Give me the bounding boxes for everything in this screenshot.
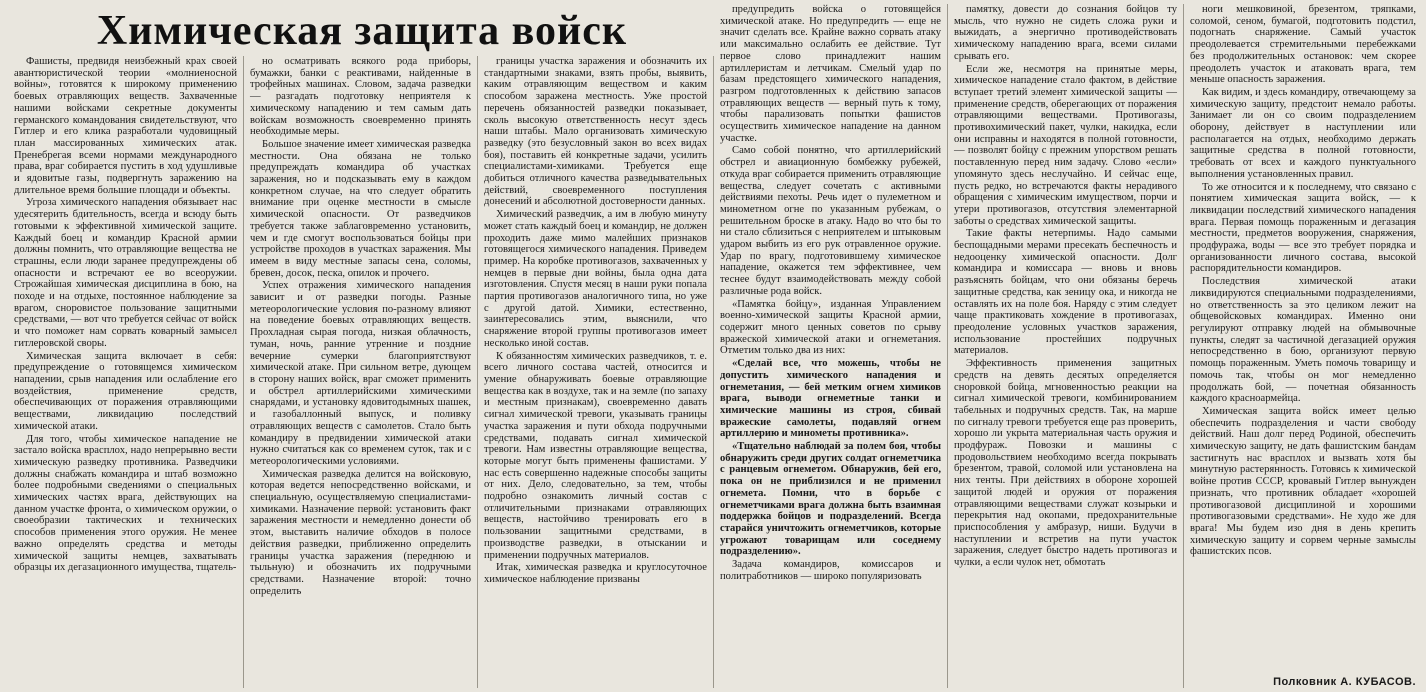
article-paragraph: границы участка заражения и обозначить их стандартными знаками, взять пробы, выявить, каким отравляющим веществом и каким способом заражена местность. Уже простой перечень обязанностей разведки показывает, сколь высокую ответственность несут здесь наши штабы. Мало организовать химическую разведку (это безусловный закон во всех видах боя), поставить ей конкретные задачи, усилить специалистами-химиками. Требуется еще добиться отличного качества разведывательных действий, своевременного поступления донесений и абсолютной достоверности данных.	[484, 56, 707, 208]
article-column-5	[948, 4, 1184, 688]
article-paragraph: Большое значение имеет химическая разведка местности. Она обязана не только предупреждать командира об участках заражения, но и подсказывать ему в каждом конкретном случае, на что следует обратить внимание при оценке местности в смысле химической опасности. От разведчиков требуется также заблаговременно установить, чем и где смогут воспользоваться бойцы при устройстве проходов в участках заражения. Мы имеем в виду местные запасы сена, соломы, бревен, досок, песка, опилок и прочего.	[250, 138, 471, 279]
article-paragraph: Для того, чтобы химическое нападение не застало войска врасплох, надо непрерывно вести химическую разведку противника. Разведчики должны снабжать командира и штаб возможно более подробными сведениями о специальных химических частях врага, действующих на данном участке фронта, о химическом оружии, о своеобразии тактических и технических способов применения этого оружия. Не менее важно определять средства и методы химической защиты немцев, захватывать образцы их дегазационного имущества, тщатель-	[14, 433, 237, 574]
article-paragraph: «Тщательно наблюдай за полем боя, чтобы обнаружить среди других солдат огнеметчика с ранцевым огнеметом. Обнаружив, бей его, пока он не приблизился и не применил огнемета. Помни, что в борьбе с огнеметчиками врага должна быть взаимная поддержка бойцов и подразделений. Всегда старайся уничтожить огнеметчиков, которые угрожают товарищам или соседнему подразделению».	[720, 441, 941, 558]
author-signature: Полковник А. КУБАСОВ.	[1265, 676, 1416, 688]
article-column-6	[1184, 4, 1422, 688]
article-paragraph: Химический разведчик, а им в любую минуту может стать каждый боец и командир, не должен проходить даже мимо малейших признаков готовящегося химического нападения. Приведем пример. На коробке противогазов, захваченных у немцев в первые дни войны, была одна дата изготовления. Спустя месяц в наши руки попала партия противогазов аналогичного типа, но уже с другой датой. Химики, естественно, заинтересовались этим, выяснили, что снаряжение второй группы противогазов имеет несколько иной состав.	[484, 209, 707, 349]
article-column-4	[714, 4, 948, 688]
article-paragraph: Итак, химическая разведка и круглосуточное химическое наблюдение призваны	[484, 562, 707, 585]
article-paragraph: Химическая защита войск имеет целью обеспечить подразделения и части свободу действий. Наш долг перед Родиной, обеспечить химическую защиту, не дать фашистским бандам застигнуть нас врасплох и вызвать хотя бы минутную растерянность. Готовясь к химической войне против СССР, кровавый Гитлер вынужден признать, что противник обладает «хорошей противогазовой дисциплиной и хорошими противогазовыми средствами». Не худо же для врага! Мы будем изо дня в день крепить химическую защиту и сорвем черные замыслы фашистских псов.	[1190, 405, 1416, 558]
article-title: Химическая защита войск	[96, 8, 628, 54]
article-paragraph: «Памятка бойцу», изданная Управлением военно-химической защиты Красной армии, содержит много ценных советов по срыву вражеской химической атаки и огнеметания. Отметим только два из них:	[720, 298, 941, 357]
article-paragraph: Такие факты нетерпимы. Надо самыми беспощадными мерами пресекать беспечность и недооценку химической опасности. Долг командира и комиссара — вновь и вновь разъяснять бойцам, что они обязаны беречь защитные средства, как зеницу ока, и никогда не оставлять их на поле боя. Наряду с этим следует чаще практиковать хождение в противогазах, преодоление условных участков заражения, использование простейших подручных материалов.	[954, 228, 1177, 357]
article-paragraph: К обязанностям химических разведчиков, т. е. всего личного состава частей, относится и умение обнаруживать боевые отравляющие вещества как в воздухе, так и на земле (по запаху и местным признакам), своевременно давать сигнал химической тревоги, указывать границы участка заражения и пути обхода подручными средствами, подавать сигнал химической тревоги. Нам известны отравляющие вещества, которые могут быть применены фашистами. У нас есть совершенно надежные способы защиты от них. Дело, следовательно, за тем, чтобы подробно ознакомить личный состав с отличительными признаками отравляющих веществ, настойчиво тренировать его в пользовании защитными средствами, в производстве разведки, в отыскании и применении подручных материалов.	[484, 350, 707, 561]
article-paragraph: То же относится и к последнему, что связано с понятием химическая защита войск, — к ликвидации последствий химического нападения врага. Первая помощь пораженным и дегазация местности, предметов вооружения, снаряжения, продфуража, воды — все это требует порядка и организованности личного состава, высокой распорядительности командиров.	[1190, 181, 1416, 275]
article-paragraph: Эффективность применения защитных средств на девять десятых определяется сноровкой бойца, мгновенностью реакции на сигнал химической тревоги, комбинированием табельных и подручных средств. Так, на марше по сигналу тревоги требуется еще раз проверить, хорошо ли укрыта материальная часть оружия и продфураж. Повозки и машины с продовольствием необходимо всегда покрывать брезентом, травой, соломой или установлена на них тенты. При действиях в обороне хорошей защитой людей и оружия от поражения отравляющими веществами служат козырьки и перекрытия над окопами, предохранительные приспособления у амбразур, ниши. Будучи в наступлении и встретив на пути участок заражения, следует быстро надеть противогаз и чулки, а если чулок нет, обмотать	[954, 358, 1177, 569]
article-paragraph: Химическая разведка делится на войсковую, которая ведется непосредственно войсками, и специальную, осуществляемую специалистами-химиками. Назначение первой: установить факт заражения местности и немедленно донести об этом, выставить наличие обходов в полосе действия разведки, приближенно определить границы участка заражения (переднюю и тыльную) и обозначить их подручными средствами. Назначение второй: точно определить	[250, 468, 471, 597]
article-paragraph: Задача командиров, комиссаров и политработников — широко популяризовать	[720, 559, 941, 582]
article-paragraph: Химическая защита включает в себя: предупреждение о готовящемся химическом нападении, срыв нападения или ослабление его воздействия, применение средств, обеспечивающих от поражения отравляющими веществами, ликвидацию последствий химической атаки.	[14, 350, 237, 432]
article-paragraph: Успех отражения химического нападения зависит и от разведки погоды. Разные метеорологические условия по-разному влияют на поведение боевых отравляющих веществ. Прохладная сырая погода, низкая облачность, туман, ночь, ранние утренние и поздние вечерние сумерки благоприятствуют химической атаке. При сильном ветре, дующем в сторону наших войск, враг сможет применить и обстрел артиллерийскими химическими снарядами, и установку ядовитодымных шашек, и газобаллонный выпуск, и поливку отравляющих веществ с самолетов. Стало быть командиру в предвидении химической атаки нужно считаться как со временем суток, так и с метеорологическими условиями.	[250, 280, 471, 467]
article-column-3	[478, 56, 714, 688]
article-paragraph: Как видим, и здесь командиру, отвечающему за химическую защиту, предстоит немало работы. Занимает ли он со своим подразделением оборону, действует в наступлении или располагается на отдых, необходимо держать защитные средства в полной готовности, требовать от всех и каждого пунктуального выполнения установленных правил.	[1190, 86, 1416, 180]
article-paragraph: но осматривать всякого рода приборы, бумажки, банки с реактивами, найденные в трофейных машинах. Словом, задача разведки — разгадать подготовку неприятеля к химическому нападению и тем самым дать войскам возможность своевременно принять необходимые меры.	[250, 56, 471, 138]
article-paragraph: Само собой понятно, что артиллерийский обстрел и авиационную бомбежку рубежей, откуда враг собирается применить отравляющие вещества, следует сочетать с активными действиями пехоты. Речь идет о пулеметном и минометном огне по указанным рубежам, о решительном броске в атаку. Надо во что бы то ни стало сблизиться с неприятелем и штыковым ударом выбить из его рук отравленное оружие. Удар по врагу, подготовившему химическое нападение, окажется тем эффективнее, чем теснее будут взаимодействовать между собой различные рода войск.	[720, 145, 941, 297]
article-column-2	[244, 56, 478, 688]
article-paragraph: ноги мешковиной, брезентом, тряпками, соломой, сеном, бумагой, подготовить подстил, подогнать снаряжение. Самый участок преодолевается стремительными перебежками без продолжительных остановок: чем скорее преодолеть участок и атаковать врага, тем меньше опасность заражения.	[1190, 4, 1416, 86]
article-paragraph: предупредить войска о готовящейся химической атаке. Но предупредить — еще не значит сделать все. Крайне важно сорвать атаку или максимально ослабить ее действие. Тут первое слово принадлежит нашим артиллеристам и летчикам. Смелый удар по базам предстоящего химического нападения, разгром подготовленных к действию запасов отравляющих веществ — верный путь к тому, чтобы парализовать попытки фашистов осуществить химическое нападение на данном участке.	[720, 4, 941, 144]
article-paragraph: Угроза химического нападения обязывает нас удесятерить бдительность, всегда и всюду быть готовыми к эффективной химической защите. Каждый боец и командир Красной армии должны помнить, что отравляющие вещества не страшны, если люди заранее предупреждены об опасности и встречают ее во всеоружии. Строжайшая химическая дисциплина в бою, на походе и на отдыхе, постоянное наблюдение за врагом, сноровистое пользование защитными средствами, — вот что требуется сейчас от войск и что поможет нам сорвать коварный замысел гитлеровской своры.	[14, 197, 237, 349]
article-paragraph: памятку, довести до сознания бойцов ту мысль, что нужно не сидеть сложа руки и выжидать, а энергично противодействовать химическому нападению врага, всеми силами срывать его.	[954, 4, 1177, 62]
article-paragraph: «Сделай все, что можешь, чтобы не допустить химического нападения и огнеметания, — бей метким огнем химиков врага, выводи огнеметные танки и химические машины из строя, сбивай вражеские самолеты, подавляй огнем артиллерию и минометы противника».	[720, 358, 941, 440]
article-paragraph: Фашисты, предвидя неизбежный крах своей авантюристической теории «молниеносной войны», готовятся к широкому применению боевых отравляющих веществ. Захваченные нашими войсками секретные документы германского командования свидетельствуют, что Гитлер и его клика разработали чудовищный план массированных химических атак. Пренебрегая всеми нормами международного права, враг собирается пустить в ход удушливые и ядовитые газы, подвергнуть заражению на длительное время большие площади и объекты.	[14, 56, 237, 196]
article-paragraph: Последствия химической атаки ликвидируются специальными подразделениями, но ответственность за это целиком лежит на общевойсковых командирах. Именно они регулируют отправку людей на обмывочные пункты, следят за частичной дегазацией оружия непосредственно в бою, организуют первую помощь пораженным. Уметь помочь товарищу и помочь так, чтобы он мог немедленно продолжать бой, — почетная обязанность каждого красноармейца.	[1190, 276, 1416, 405]
article-column-1	[8, 56, 244, 688]
article-paragraph: Если же, несмотря на принятые меры, химическое нападение стало фактом, в действие вступает третий элемент химической защиты — применение средств, оберегающих от поражения отравляющими веществами. Противогазы, противохимический пакет, чулки, накидка, если они исправны и находятся в полной готовности, — позволят бойцу с прежним упорством решать поставленную перед ним задачу. Слово «если» упомянуто здесь неслучайно. И сейчас еще, пусть редко, но встречаются факты нерадивого обращения с химическим имуществом, порчи и утери противогазов, отсутствия элементарной заботы о средствах химической защиты.	[954, 63, 1177, 227]
